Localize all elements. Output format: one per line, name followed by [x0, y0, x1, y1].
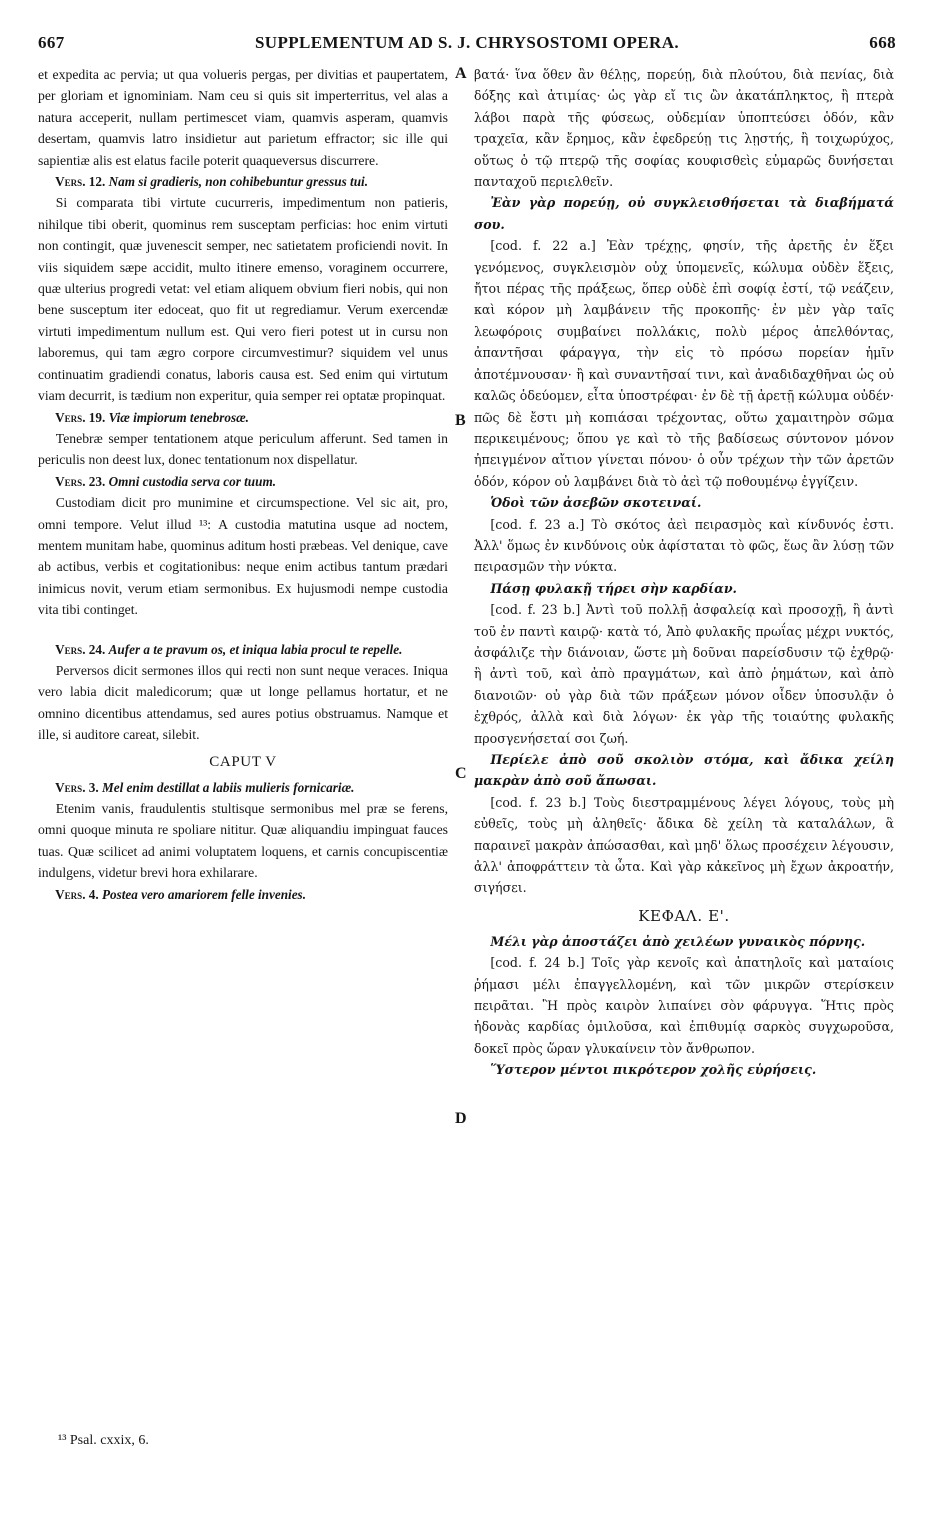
greek-verse-quote: Μέλι γὰρ ἀποστάζει ἀπὸ χειλέων γυναικὸς πόρνης. [490, 933, 866, 949]
verse-text: Omni custodia serva cor tuum. [108, 473, 277, 489]
verse-heading [38, 407, 448, 428]
verse-label: Vers. 3. [55, 779, 99, 795]
greek-verse-quote: Ὕστερον μέντοι πικρότερον χολῆς εὑρήσεις. [490, 1062, 817, 1078]
latin-paragraph: Etenim vanis, fraudulentis stultisque sermonibus mel præ se ferens, omni quoque minuta re spoliare nititur. Quæ aliquandiu impinguat fauces tuas. Quæ scilicet ad animi voluptatem loquens, et carnis concupiscentiæ indulgens, videtur brevi hora exhilarare. [38, 801, 448, 881]
greek-verse-quote: Ὁδοὶ τῶν ἀσεβῶν σκοτειναί. [490, 495, 702, 511]
verse-heading [38, 471, 448, 492]
verse-text: Mel enim destillat a labiis mulieris fornicariæ. [101, 779, 355, 795]
margin-letter-d: D [455, 1110, 467, 1127]
verse-text: Viæ impiorum tenebrosæ. [108, 409, 249, 425]
margin-letter-b: B [455, 412, 466, 429]
latin-column [38, 64, 448, 905]
verse-heading [38, 171, 448, 192]
verse-label: Vers. 19. [55, 409, 106, 425]
verse-text: Aufer a te pravum os, et iniqua labia procul te repelle. [108, 641, 403, 657]
spacer [38, 621, 448, 639]
greek-verse-quote: Ἐὰν γὰρ πορεύῃ, οὐ συγκλεισθήσεται τὰ διαβήματά σου. [474, 195, 894, 232]
verse-heading [38, 777, 448, 798]
greek-verse-quote: Περίελε ἀπὸ σοῦ σκολιὸν στόμα, καὶ ἄδικα χείλη μακρὰν ἀπὸ σοῦ ἄπωσαι. [474, 752, 894, 789]
greek-paragraph: [cod. f. 23 b.] Ἀντὶ τοῦ πολλῇ ἀσφαλείᾳ καὶ προσοχῇ, ἢ ἀντὶ τοῦ ἐν παντὶ καιρῷ· κατὰ τό, Ἀπὸ φυλακῆς πρωΐας μέχρι νυκτός, ἀσφάλιζε τὴν διάνοιαν, ὥστε μὴ δοῦναι παρείσδυσιν τῷ ἐχθρῷ· ἢ ἀντὶ τοῦ, καὶ ἀπὸ πραγμάτων, καὶ ἀπὸ ῥημάτων, καὶ ἀπὸ διανοιῶν· οὐ γὰρ διὰ τῶν πράξεων μόνον οἶδεν ὑποσυλᾷν ὁ ἐχθρός, ἀλλὰ καὶ διὰ λόγων· ἐκ γὰρ τῆς τοιαύτης φυλακῆς προσγενήσεταί σοι ζωή. [474, 602, 894, 746]
verse-text: Postea vero amariorem felle invenies. [101, 886, 306, 902]
chapter-heading-greek: ΚΕΦΑΛ. Ε'. [638, 906, 730, 925]
greek-paragraph: βατά· ἵνα ὅθεν ἂν θέλῃς, πορεύῃ, διὰ πλούτου, διὰ πενίας, διὰ δόξης καὶ ἀτιμίας· ὡς γὰρ εἴ τις ὢν ἀκατάπληκτος, ἢ πτερὰ λάβοι παρὰ τῆς φύσεως, οὐδεμίαν ὑποπτεύσει ὁδόν, κἂν τραχεῖα, κἂν ἔρημος, κἂν ἐφεδρεύῃ τις λῃστής, ἢ τοιχωρύχος, οὕτως ὁ τῷ πτερῷ τῆς σοφίας κουφισθεὶς εὐμαρῶς δυνήσεται πανταχοῦ περιελθεῖν. [474, 67, 894, 190]
page-number-left: 667 [38, 33, 65, 52]
latin-paragraph: Si comparata tibi virtute cucurreris, impedimentum non patieris, nihilque tibi oberit, quominus rem susceptam perficias: hoc enim virtuti non contingit, quæ juvenescit semper, nec satietatem proficiendi novit. In viis siquidem sæpe accidit, multo itinere emenso, voraginem occurrere, quæ ulterius progredi vetat: vel etiam aliquem obvium fieri nobis, qui non bene susceptum iter edoceat, quo fit ut regrediamur. Verum exercendæ virtuti impedimentum nullum est. Qui vero fieri potest ut in cursu non laboremus, qui tam ægro corpore circumvestimur? siquidem vel unus continuatim gradiendi conatus, laboris causa est. Sed enim qui virtutum viam decurrit, is tædium non experitur, quia semper rei optatæ propinquat. [38, 195, 448, 404]
latin-paragraph: et expedita ac pervia; ut qua volueris pergas, per divitias et paupertatem, per gloriam et ignominiam. Nam ceu si quis sit imperterritus, vel alas a natura acceperit, nullam pertimescet viam, quamvis asperam, quamvis desertam, quamvis latro insidietur aut parietum effractor; sic ille qui sapientiæ alis est elatus facile poterit quaqueversus discurrere. [38, 67, 448, 168]
greek-paragraph: [cod. f. 23 a.] Τὸ σκότος ἀεὶ πειρασμὸς καὶ κίνδυνός ἐστι. Ἀλλ' ὅμως ἐν κινδύνοις οὐκ ἀφίσταται τὸ φῶς, ἕως ἂν λύσῃ τῶν πειρασμῶν τὴν νύκτα. [474, 516, 894, 575]
footnote: ¹³ Psal. cxxix, 6. [58, 1433, 149, 1448]
latin-paragraph: Custodiam dicit pro munimine et circumspectione. Vel sic ait, pro, omni tempore. Velut illud ¹³: A custodia matutina usque ad noctem, mentem munitam habe, quominus aditum hosti præbeas. Vel denique, cave ab actibus, verbis et cogitationibus: neque enim actibus tantum prædari inimicus novit, verum etiam sermonibus. Ex hujusmodi nempe custodia vita tibi continget. [38, 495, 448, 618]
margin-letter-c: C [455, 765, 467, 782]
running-title: SUPPLEMENTUM AD S. J. CHRYSOSTOMI OPERA. [254, 33, 680, 52]
greek-verse-quote: Πάσῃ φυλακῇ τήρει σὴν καρδίαν. [490, 580, 737, 596]
greek-paragraph: [cod. f. 24 b.] Τοῖς γὰρ κενοῖς καὶ ἀπατηλοῖς καὶ ματαίοις ῥήμασι μέλι ἐπαγγελλομένη, καὶ τῶν μικρῶν στερίσκειν πειρᾶται. Ἣ πρὸς καιρὸν λιπαίνει σὸν φάρυγγα. Ἥτις πρὸς ἡδονὰς καρδίας ὁμιλοῦσα, καὶ ἐπιθυμίᾳ σαρκὸς συγχωροῦσα, δοκεῖ πρὸς ὥραν γλυκαίνειν τὸν ἄνθρωπον. [474, 955, 894, 1056]
latin-paragraph: Perversos dicit sermones illos qui recti non sunt neque veraces. Iniqua vero labia dicit maledicorum; quæ ut longe pellamus hortatur, et ne omnino dicentibus attendamus, sed aures potius obstruamus. Namque et ille, si auditore careat, silebit. [38, 662, 448, 743]
chapter-heading: CAPUT V [209, 753, 277, 770]
running-header [38, 33, 896, 57]
greek-paragraph: [cod. f. 22 a.] Ἐὰν τρέχῃς, φησίν, τῆς ἀρετῆς ἐν ἕξει γενόμενος, συγκλεισμὸν οὐχ ὑπομενεῖς, κώλυμα οὐδὲν ἕξεις, ἤτοι πέρας τῆς πράξεως, ὅπερ οὐδὲ ἐπὶ σοφίᾳ ἐστί, τῷ νεάζειν, καὶ κόρον μὴ λαμβάνειν τῆς προκοπῆς· ἐν μὲν γὰρ ταῖς λεωφόροις συμβαίνει πολλάκις, πολὺ μέρος ἀπελθόντας, ἀπαντῆσαι φάραγγα, τὴν εἰς τὸ πρόσω πορείαν ἡμῖν ἀποτέμνουσαν· ἢ καὶ συναντῆσαί τινι, καὶ ἀναδιδαχθῆναι ὡς οὐ καλῶς ὁδεύομεν, εἶτα ὑποστρέφαι· ἐν δὲ τῇ ἀρετῇ κώλυμα οὐδέν· πῶς δὲ ἔστι μὴ κοπιάσαι τρέχοντας, οὕτω χαμαιτηρὸν σῶμα περικειμένους; ὅπου γε καὶ τὸ τῆς βαδίσεως σύντονον μόνον ἠπειγμένον αἴτιον γίνεται πόνου· ὁ οὖν τρέχων τὴν τῶν ἀρετῶν ὁδόν, κόρον οὐ λαμβάνει διὰ τὸ ἀεὶ τῷ ποθουμένῳ ἐγγίζειν. [474, 238, 894, 489]
verse-text: Nam si gradieris, non cohibebuntur gressus tui. [108, 174, 369, 190]
margin-letter-a: A [455, 65, 467, 82]
latin-paragraph: Tenebræ semper tentationem atque periculum afferunt. Sed tamen in periculis non deest lux, donec tentationum nox dispellatur. [38, 430, 448, 468]
verse-label: Vers. 4. [55, 886, 99, 902]
verse-heading [38, 639, 448, 660]
verse-label: Vers. 12. [55, 174, 106, 190]
verse-heading [38, 884, 448, 905]
greek-column [474, 64, 894, 1081]
page-number-right: 668 [869, 33, 896, 52]
verse-label: Vers. 23. [55, 473, 106, 489]
greek-paragraph: [cod. f. 23 b.] Τοὺς διεστραμμένους λέγει λόγους, τοὺς μὴ εὐθεῖς, τοὺς μὴ ἀληθεῖς· ἄδικα δὲ χείλη τὰ καταλάλων, ἃ παραινεῖ μακρὰν ἀπώσασθαι, καὶ μηδ' ὅλως προσέχειν λέγουσιν, ἀλλ' ἀποφράττειν τὰ ὦτα. Καὶ γὰρ κἀκεῖνος μὴ ἔχων ἀκροατήν, σιγήσει. [474, 794, 894, 896]
verse-label: Vers. 24. [55, 641, 106, 657]
